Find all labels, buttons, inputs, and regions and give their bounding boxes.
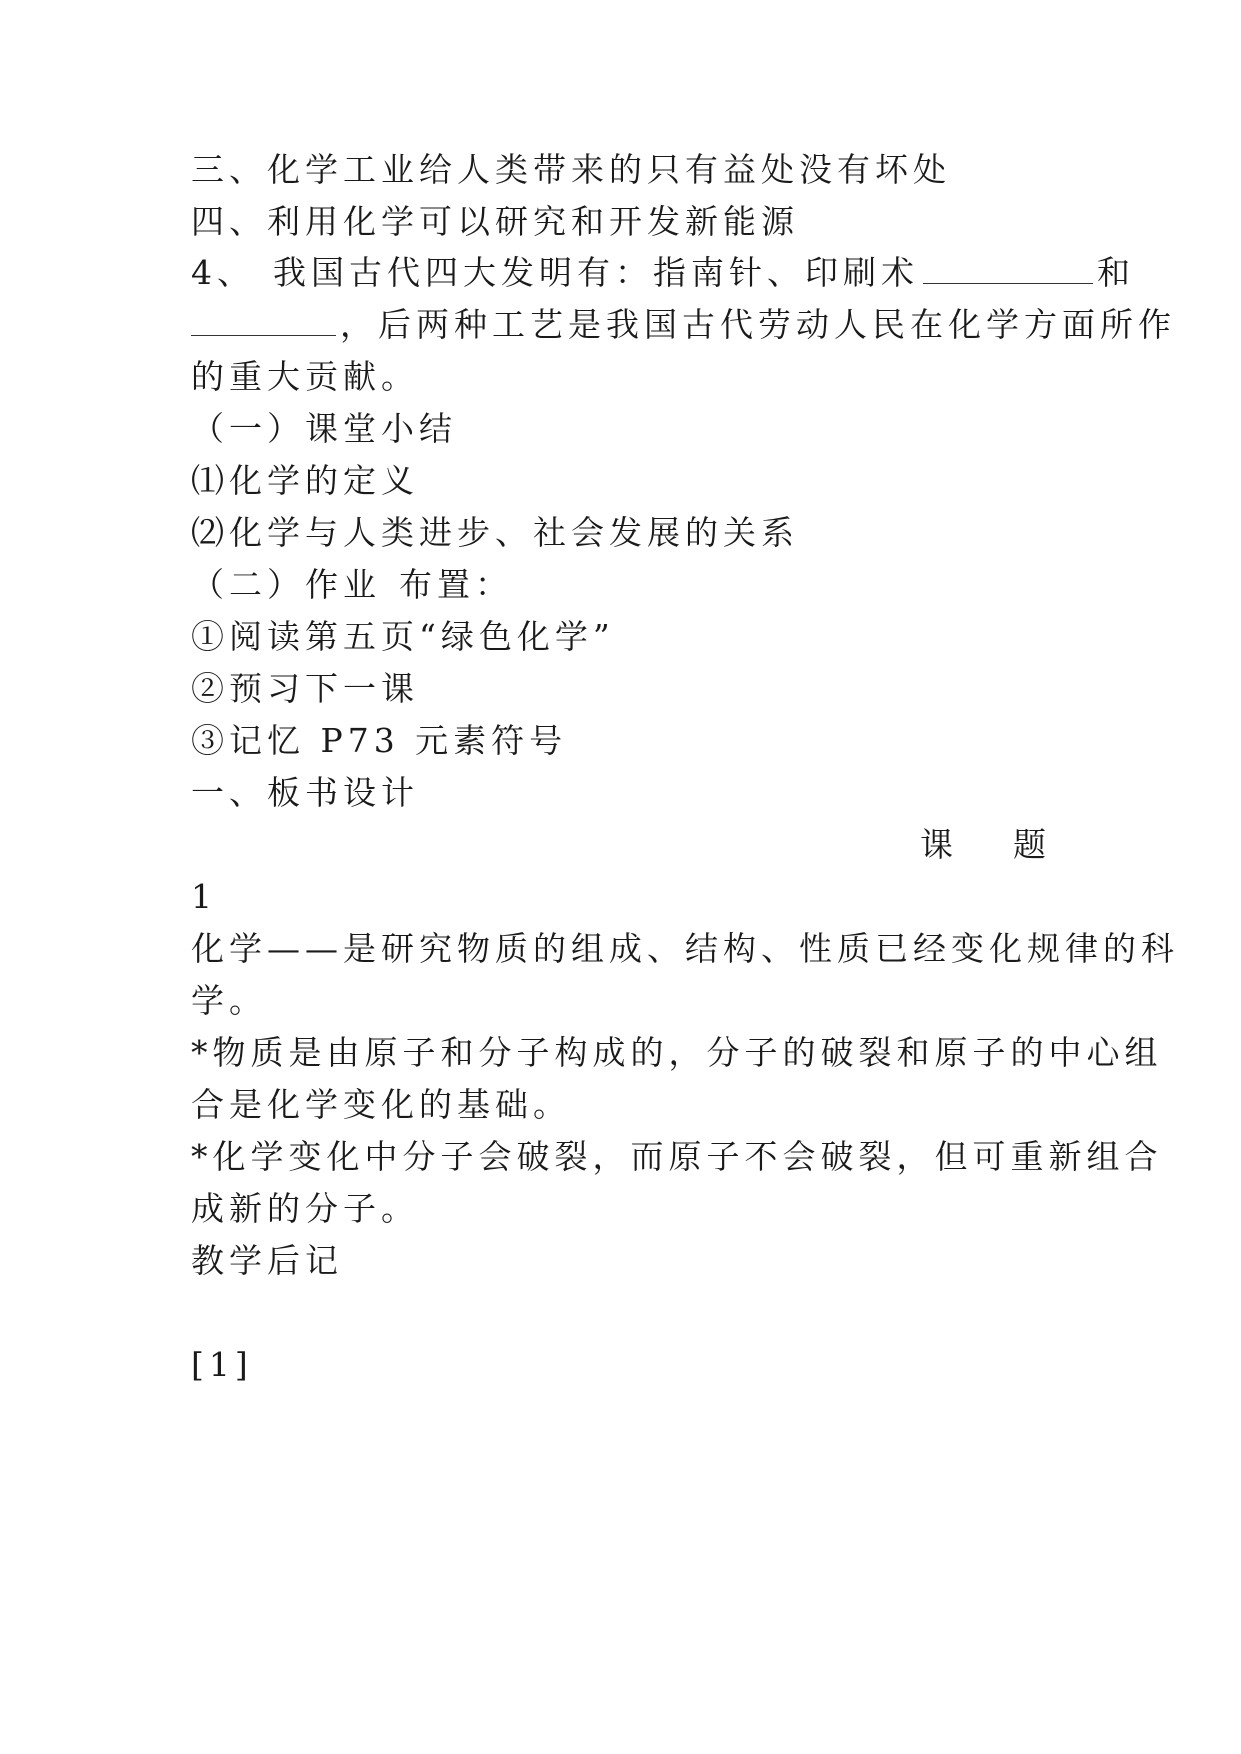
section-summary-heading: （一）课堂小结: [191, 409, 457, 448]
statement-three: 三、化学工业给人类带来的只有益处没有坏处: [191, 150, 951, 189]
footnote-marker: [1]: [191, 1345, 253, 1384]
chemistry-definition: 化学——是研究物质的组成、结构、性质已经变化规律的科: [191, 929, 1179, 968]
summary-item-2: ⑵化学与人类进步、社会发展的关系: [191, 513, 799, 552]
question-text-continued: ，后两种工艺是我国古代劳动人民在化学方面所作: [340, 305, 1176, 344]
homework-label: （二）作业: [191, 565, 381, 604]
question-number: 4、: [191, 253, 255, 292]
homework-item-2: ②预习下一课: [191, 669, 419, 708]
statement-four: 四、利用化学可以研究和开发新能源: [191, 202, 799, 241]
homework-item-1: ①阅读第五页“绿色化学”: [191, 617, 615, 656]
lesson-title: [920, 825, 1046, 865]
summary-item-1: ⑴化学的定义: [191, 461, 419, 500]
board-number: 1: [191, 877, 217, 916]
answer-blank-1: [923, 255, 1093, 284]
note-chemical-change-end: 成新的分子。: [191, 1189, 419, 1228]
note-chemical-change: *化学变化中分子会破裂，而原子不会破裂，但可重新组合: [191, 1137, 1163, 1176]
homework-label-suffix: 布置：: [399, 565, 513, 604]
question-four-end: 的重大贡献。: [191, 357, 419, 396]
chemistry-definition-end: 学。: [191, 981, 267, 1020]
lesson-title-char-1: 课: [920, 825, 953, 864]
teaching-postscript-heading: 教学后记: [191, 1241, 343, 1280]
question-four: [191, 253, 1135, 293]
question-text: 我国古代四大发明有：指南针、印刷术: [273, 253, 919, 292]
note-molecules-atoms-end: 合是化学变化的基础。: [191, 1085, 571, 1124]
answer-blank-2: [191, 307, 336, 336]
question-conjunction: 和: [1097, 253, 1135, 292]
lesson-title-char-2: 题: [1013, 825, 1046, 864]
note-molecules-atoms: *物质是由原子和分子构成的，分子的破裂和原子的中心组: [191, 1033, 1163, 1072]
section-homework-heading: [191, 565, 1051, 605]
homework-item-3: ③记忆 P73 元素符号: [191, 721, 568, 760]
blackboard-design-heading: 一、板书设计: [191, 773, 419, 812]
question-four-continued: [191, 305, 1176, 345]
